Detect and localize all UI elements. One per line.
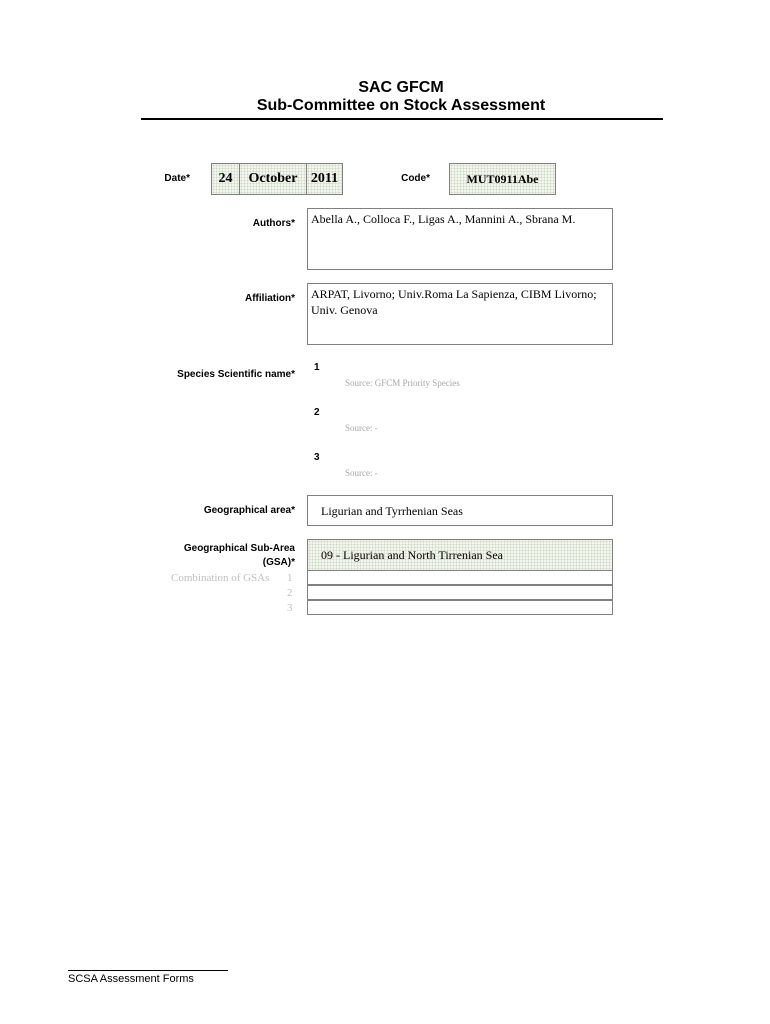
date-year-field[interactable]: 2011: [306, 163, 343, 195]
authors-label: Authors*: [252, 218, 295, 229]
species-source: Source: -: [345, 423, 378, 433]
species-label: Species Scientific name*: [177, 369, 295, 380]
combination-label: Combination of GSAs: [171, 572, 270, 584]
footer-divider: [68, 970, 228, 971]
authors-field[interactable]: Abella A., Colloca F., Ligas A., Mannini A., Sbrana M.: [307, 208, 613, 270]
code-label: Code*: [401, 173, 430, 184]
gsa-combination-field-3[interactable]: [307, 600, 613, 615]
geo-area-field[interactable]: Ligurian and Tyrrhenian Seas: [307, 495, 613, 526]
species-number: 1: [314, 362, 320, 373]
gsa-label-line2: (GSA)*: [262, 557, 295, 568]
species-source: Source: GFCM Priority Species: [345, 378, 460, 388]
gsa-combination-field-2[interactable]: [307, 585, 613, 600]
combination-number: 1: [287, 572, 293, 584]
code-field[interactable]: MUT0911Abe: [449, 163, 556, 195]
gsa-field[interactable]: 09 - Ligurian and North Tirrenian Sea: [307, 539, 613, 571]
affiliation-field[interactable]: ARPAT, Livorno; Univ.Roma La Sapienza, CIBM Livorno; Univ. Genova: [307, 283, 613, 345]
date-month-field[interactable]: October: [239, 163, 307, 195]
gsa-combination-field-1[interactable]: [307, 570, 613, 585]
geo-area-label: Geographical area*: [203, 505, 295, 516]
combination-number: 2: [287, 587, 293, 599]
header-divider: [141, 118, 663, 120]
species-number: 2: [314, 407, 320, 418]
species-source: Source: -: [345, 468, 378, 478]
date-label: Date*: [164, 173, 190, 184]
header-title-line2: Sub-Committee on Stock Assessment: [256, 97, 546, 114]
species-number: 3: [314, 452, 320, 463]
gsa-label-line1: Geographical Sub-Area: [183, 543, 295, 554]
footer-text: SCSA Assessment Forms: [68, 973, 194, 985]
affiliation-label: Affiliation*: [245, 293, 295, 304]
date-day-field[interactable]: 24: [211, 163, 240, 195]
combination-number: 3: [287, 602, 293, 614]
header-title-line1: SAC GFCM: [358, 79, 444, 96]
